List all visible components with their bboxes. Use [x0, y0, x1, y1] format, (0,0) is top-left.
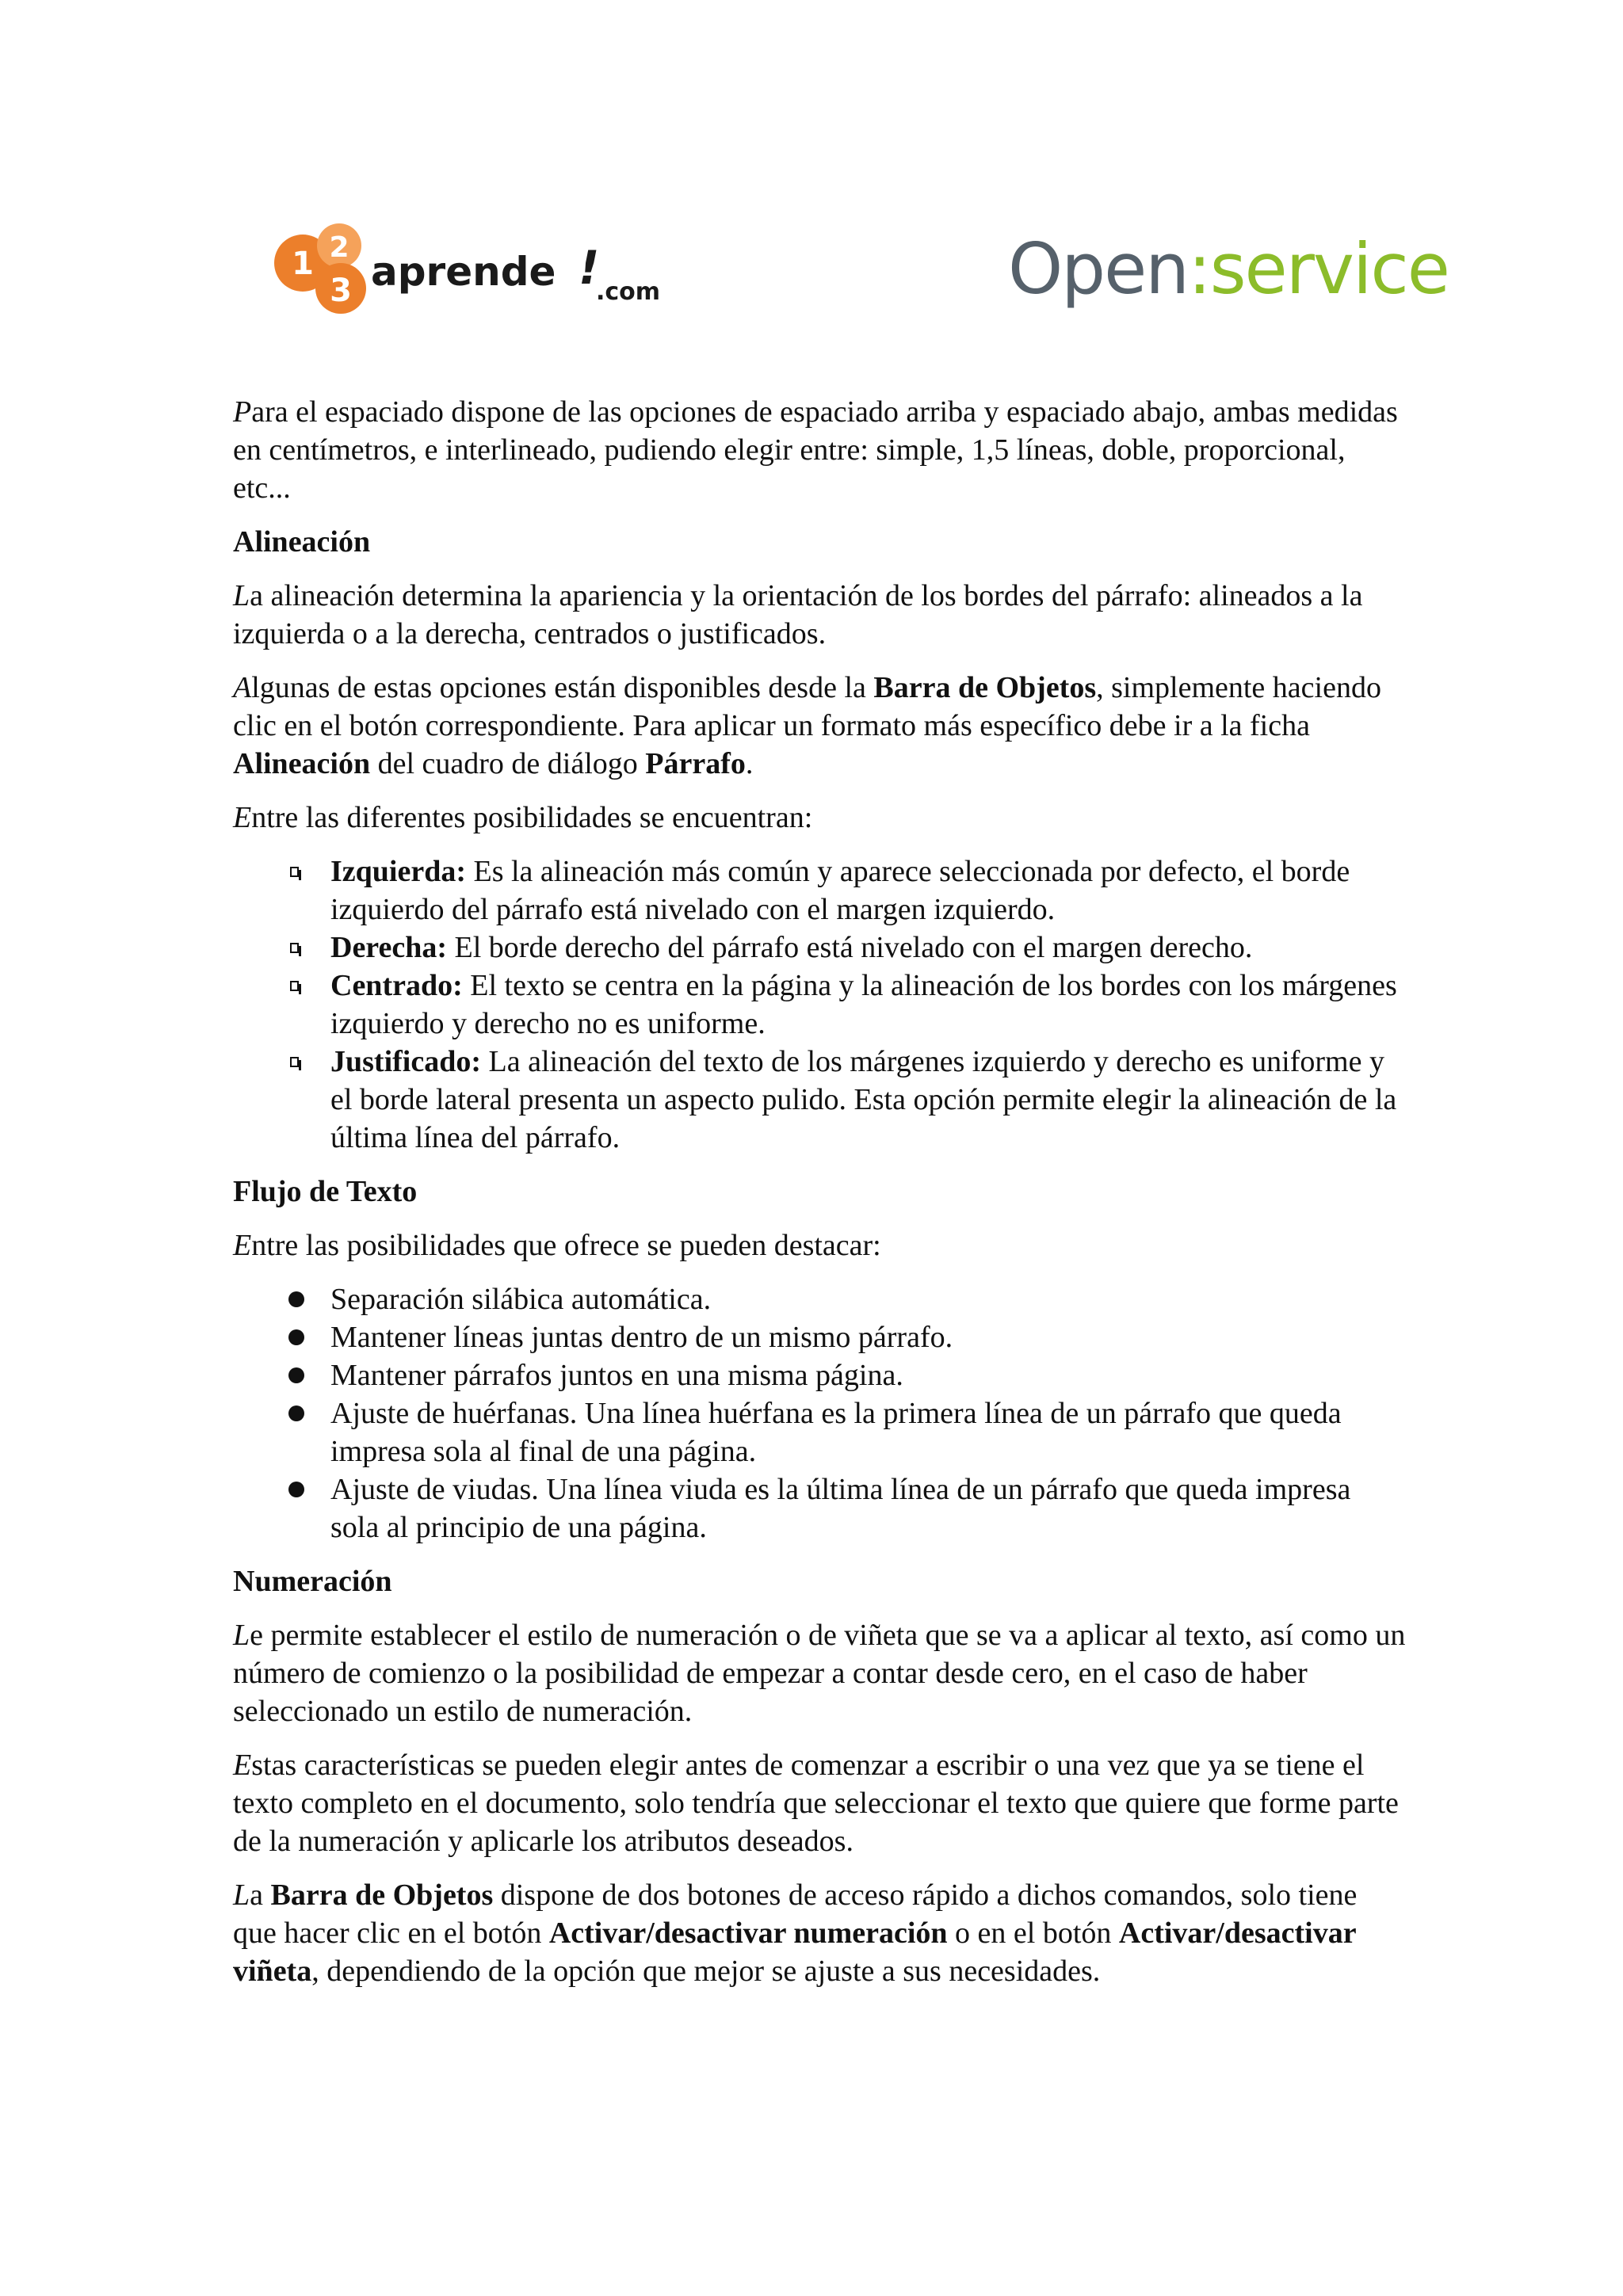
list-item — [233, 1356, 1406, 1394]
list-item — [233, 852, 1406, 929]
drop-letter: E — [233, 1749, 252, 1782]
bullet-dot-icon — [288, 1291, 304, 1307]
drop-letter: E — [233, 801, 252, 834]
heading-flujo-texto: Flujo de Texto — [233, 1175, 418, 1208]
paragraph-text: dispone de dos botones de acceso rápido a dichos comandos, solo tiene que hacer clic en el botón — [233, 1878, 1358, 1950]
square-bullet-icon — [290, 981, 299, 991]
list-text: Separación silábica automática. — [330, 1283, 712, 1316]
paragraph-text: ntre las diferentes posibilidades se encuentran: — [251, 801, 813, 834]
square-bullet-icon — [290, 867, 299, 877]
drop-letter: L — [233, 1619, 250, 1652]
list-term: Izquierda: — [330, 855, 466, 888]
drop-letter: E — [233, 1229, 252, 1262]
list-item — [233, 929, 1406, 967]
paragraph-text: e permite establecer el estilo de numeración o de viñeta que se va a aplicar al texto, así como un número de comienzo o la posibilidad de empezar a contar desde cero, en el caso de haber seleccionado un estilo de numeración. — [233, 1619, 1406, 1728]
list-text: Ajuste de huérfanas. Una línea huérfana es la primera línea de un párrafo que queda impresa sola al final de una página. — [330, 1397, 1342, 1468]
list-text: Mantener párrafos juntos en una misma página. — [330, 1359, 903, 1392]
paragraph-posibilidades — [233, 799, 1406, 837]
paragraph-numeracion-intro — [233, 1616, 1406, 1730]
bold-term: Alineación — [233, 747, 371, 780]
bold-term: Activar/desactivar numeración — [548, 1917, 948, 1950]
logo-open-part: Open — [1008, 228, 1189, 310]
openservice-logo-mark — [1008, 222, 1449, 317]
list-term: Centrado: — [330, 969, 463, 1002]
list-text: El borde derecho del párrafo está nivelado con el margen derecho. — [447, 931, 1253, 964]
paragraph-text: o en el botón — [947, 1917, 1119, 1950]
logo-digit-3: 3 — [330, 273, 352, 309]
bold-term: Barra de Objetos — [873, 671, 1097, 704]
list-text: El texto se centra en la página y la alineación de los bordes con los márgenes izquierdo y derecho no es uniforme. — [330, 969, 1397, 1040]
list-item — [233, 1043, 1406, 1157]
aprende-logo — [273, 223, 685, 318]
square-bullet-icon — [290, 943, 299, 953]
logo-digit-2: 2 — [329, 231, 349, 264]
list-text: Ajuste de viudas. Una línea viuda es la última línea de un párrafo que queda impresa sola al principio de una página. — [330, 1473, 1351, 1544]
bold-term: Párrafo — [645, 747, 746, 780]
square-bullet-icon — [290, 1057, 299, 1067]
list-term: Justificado: — [330, 1045, 481, 1078]
list-item — [233, 1280, 1406, 1318]
paragraph-spacing — [233, 393, 1406, 507]
paragraph-caracteristicas — [233, 1746, 1406, 1860]
list-text: La alineación del texto de los márgenes izquierdo y derecho es uniforme y el borde lateral presenta un aspecto pulido. Esta opción permite elegir la alineación de la última línea del párrafo. — [330, 1045, 1397, 1154]
drop-letter: A — [233, 671, 252, 704]
paragraph-alineacion-intro — [233, 577, 1406, 653]
heading-alineacion: Alineación — [233, 525, 371, 559]
logo-suffix: .com — [596, 278, 661, 306]
paragraph-text: del cuadro de diálogo — [370, 747, 646, 780]
list-item — [233, 1394, 1406, 1470]
list-item — [233, 1470, 1406, 1547]
alignment-list — [233, 852, 1406, 1157]
paragraph-text: lgunas de estas opciones están disponibles desde la — [251, 671, 874, 704]
bullet-dot-icon — [288, 1367, 304, 1383]
aprende-logo-mark — [273, 223, 685, 318]
logo-word: aprende — [371, 249, 556, 295]
flow-list — [233, 1280, 1406, 1547]
heading-numeracion: Numeración — [233, 1565, 392, 1598]
drop-letter: L — [233, 579, 250, 612]
paragraph-barra-objetos — [233, 669, 1406, 783]
logo-exclamation: ! — [579, 241, 600, 295]
logo-colon: : — [1188, 228, 1210, 310]
list-term: Derecha: — [330, 931, 448, 964]
paragraph-text: a alineación determina la apariencia y la orientación de los bordes del párrafo: alineados a la izquierda o a la derecha, centrados o justificados. — [233, 579, 1363, 650]
paragraph-flujo-intro — [233, 1226, 1406, 1264]
list-item — [233, 967, 1406, 1043]
list-item — [233, 1318, 1406, 1356]
bold-term: Barra de Objetos — [270, 1878, 494, 1912]
list-text: Es la alineación más común y aparece seleccionada por defecto, el borde izquierdo del párrafo está nivelado con el margen izquierdo. — [330, 855, 1350, 926]
drop-letter: P — [233, 395, 252, 429]
paragraph-text: ara el espaciado dispone de las opciones de espaciado arriba y espaciado abajo, ambas medidas en centímetros, e interlineado, pudiendo elegir entre: simple, 1,5 líneas, doble, proporcional, etc... — [233, 395, 1398, 505]
bullet-dot-icon — [288, 1405, 304, 1421]
bullet-dot-icon — [288, 1329, 304, 1345]
logo-service-part: service — [1209, 228, 1449, 310]
paragraph-text: stas características se pueden elegir antes de comenzar a escribir o una vez que ya se tiene el texto completo en el documento, solo tendría que seleccionar el texto que quiere que forme parte de la numeración y aplicarle los atributos deseados. — [233, 1749, 1399, 1858]
paragraph-botones — [233, 1876, 1406, 1990]
paragraph-text: , dependiendo de la opción que mejor se ajuste a sus necesidades. — [311, 1955, 1101, 1988]
logo-open — [1008, 228, 1449, 310]
paragraph-text: ntre las posibilidades que ofrece se pueden destacar: — [251, 1229, 881, 1262]
logo-digit-1: 1 — [292, 246, 314, 282]
paragraph-text: , simplemente haciendo clic en el botón correspondiente. Para aplicar un formato más específico debe ir a la ficha — [233, 671, 1381, 742]
openservice-logo — [1008, 222, 1449, 317]
bold-term: Activar/desactivar viñeta — [233, 1917, 1356, 1988]
drop-letter: L — [233, 1878, 250, 1912]
document-body — [233, 393, 1406, 2006]
list-text: Mantener líneas juntas dentro de un mismo párrafo. — [330, 1321, 953, 1354]
paragraph-text: a — [250, 1878, 271, 1912]
bullet-dot-icon — [288, 1482, 304, 1497]
paragraph-text: . — [745, 747, 754, 780]
